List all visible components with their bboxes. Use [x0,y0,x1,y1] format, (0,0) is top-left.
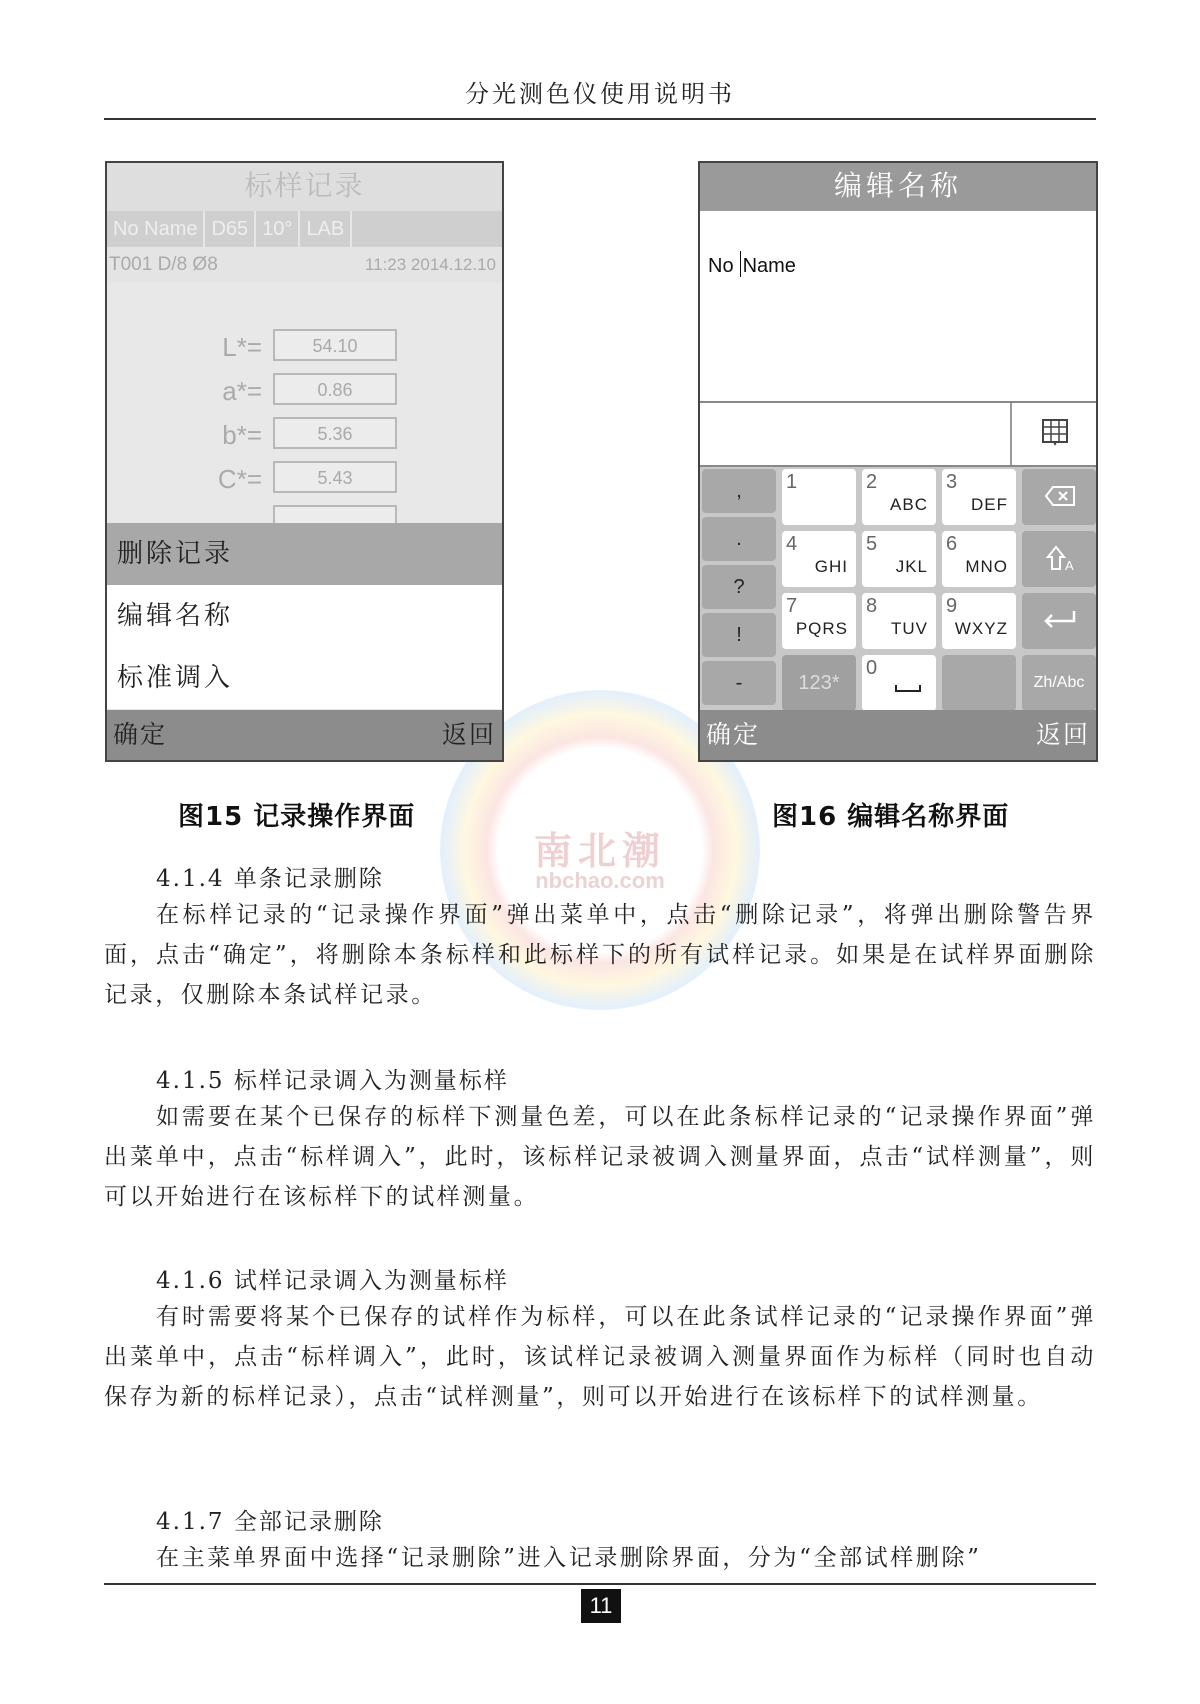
space-icon [894,683,922,693]
key-6[interactable]: 6 MNO [942,531,1016,587]
document-header-title: 分光测色仪使用说明书 [465,80,735,108]
name-text [708,251,796,278]
section-title-4-1-7: 4.1.7 全部记录删除 [156,1509,384,1535]
screen-title: 标样记录 [107,163,502,211]
watermark-text: 南北潮 [533,829,666,873]
value-field: 0.86 [273,373,397,405]
record-id: T001 D/8 Ø8 [109,254,218,275]
tab-name[interactable]: No Name [107,211,205,247]
screen-footer [700,710,1096,760]
section-title-4-1-5: 4.1.5 标样记录调入为测量标样 [156,1068,509,1094]
key-9[interactable]: 9 WXYZ [942,593,1016,649]
record-tabs [107,211,502,247]
key-4[interactable]: 4 GHI [782,531,856,587]
value-row [107,417,504,453]
value-field: 5.36 [273,417,397,449]
edit-name-screen [698,161,1098,762]
section-body-4-1-4: 在标样记录的“记录操作界面”弹出菜单中，点击“删除记录”，将弹出删除警告界面，点击“确定”，将删除本条标样和此标样下的所有试样记录。如果是在试样界面删除记录，仅删除本条试样记录。 [104,902,1096,1008]
section-title-4-1-4: 4.1.4 单条记录删除 [156,866,384,892]
key-question[interactable]: ? [702,565,776,609]
key-3[interactable]: 3 DEF [942,469,1016,525]
value-label: C*= [217,464,262,494]
popup-menu [107,523,502,709]
key-period[interactable]: . [702,517,776,561]
back-button[interactable]: 返回 [441,720,496,749]
screen-footer [107,710,502,760]
key-enter[interactable] [1022,593,1096,649]
key-language-toggle[interactable]: Zh/Abc [1022,655,1096,711]
key-blank[interactable] [942,655,1016,711]
key-dash[interactable]: - [702,661,776,705]
watermark-subtext: nbchao.com [535,868,665,893]
tab-observer[interactable]: 10° [256,211,300,247]
value-field: 54.10 [273,329,397,361]
menu-item-load-standard[interactable]: 标准调入 [107,647,502,709]
key-1[interactable]: 1 [782,469,856,525]
figure-16-caption: 图16 编辑名称界面 [772,802,1010,832]
keyboard-grid-icon[interactable] [1040,417,1070,447]
name-text-area[interactable] [700,211,1096,403]
record-info-bar [107,247,502,283]
page-number: 11 [581,1589,621,1623]
figure-15-caption: 图15 记录操作界面 [178,802,416,832]
value-label: b*= [222,420,262,450]
key-8[interactable]: 8 TUV [862,593,936,649]
value-label: a*= [222,376,262,406]
header-rule [104,118,1096,120]
key-backspace[interactable] [1022,469,1096,525]
screen-title: 编辑名称 [700,163,1096,211]
shift-icon [1046,545,1076,573]
svg-text:A: A [1065,558,1074,573]
tab-color-space[interactable]: LAB [300,211,352,247]
key-comma[interactable]: , [702,469,776,513]
key-shift[interactable] [1022,531,1096,587]
key-123-mode[interactable]: 123* [782,655,856,711]
key-0-space[interactable]: 0 [862,655,936,711]
value-row [107,329,504,365]
text-before-cursor: No [708,255,734,277]
candidate-bar [700,403,1096,467]
value-field-partial [273,505,397,525]
text-after-cursor: Name [742,255,796,277]
enter-icon [1042,609,1078,631]
menu-item-delete-record[interactable]: 删除记录 [107,523,502,585]
value-row [107,461,504,497]
value-label: L*= [222,332,262,362]
record-timestamp: 11:23 2014.12.10 [364,255,496,274]
value-row [107,373,504,409]
key-exclamation[interactable]: ! [702,613,776,657]
confirm-button[interactable]: 确定 [706,720,761,749]
section-title-4-1-6: 4.1.6 试样记录调入为测量标样 [156,1268,509,1294]
menu-item-edit-name[interactable]: 编辑名称 [107,585,502,647]
confirm-button[interactable]: 确定 [113,720,168,749]
key-2[interactable]: 2 ABC [862,469,936,525]
back-button[interactable]: 返回 [1035,720,1090,749]
section-body-4-1-7: 在主菜单界面中选择“记录删除”进入记录删除界面，分为“全部试样删除” [156,1545,982,1571]
key-5[interactable]: 5 JKL [862,531,936,587]
footer-rule [104,1583,1096,1585]
tab-illuminant[interactable]: D65 [205,211,256,247]
record-operation-screen [105,161,504,762]
value-field: 5.43 [273,461,397,493]
text-cursor [740,251,741,277]
section-body-4-1-6: 有时需要将某个已保存的试样作为标样，可以在此条试样记录的“记录操作界面”弹出菜单中，点击“标样调入”，此时，该试样记录被调入测量界面作为标样（同时也自动保存为新的标样记录），点击“试样测量”，则可以开始进行在该标样下的试样测量。 [104,1304,1096,1410]
section-body-4-1-5: 如需要在某个已保存的标样下测量色差，可以在此条标样记录的“记录操作界面”弹出菜单中，点击“标样调入”，此时，该标样记录被调入测量界面，点击“试样测量”，则可以开始进行在该标样下的试样测量。 [104,1104,1096,1210]
candidate-divider [1010,403,1012,465]
key-7[interactable]: 7 PQRS [782,593,856,649]
backspace-icon [1044,485,1076,507]
